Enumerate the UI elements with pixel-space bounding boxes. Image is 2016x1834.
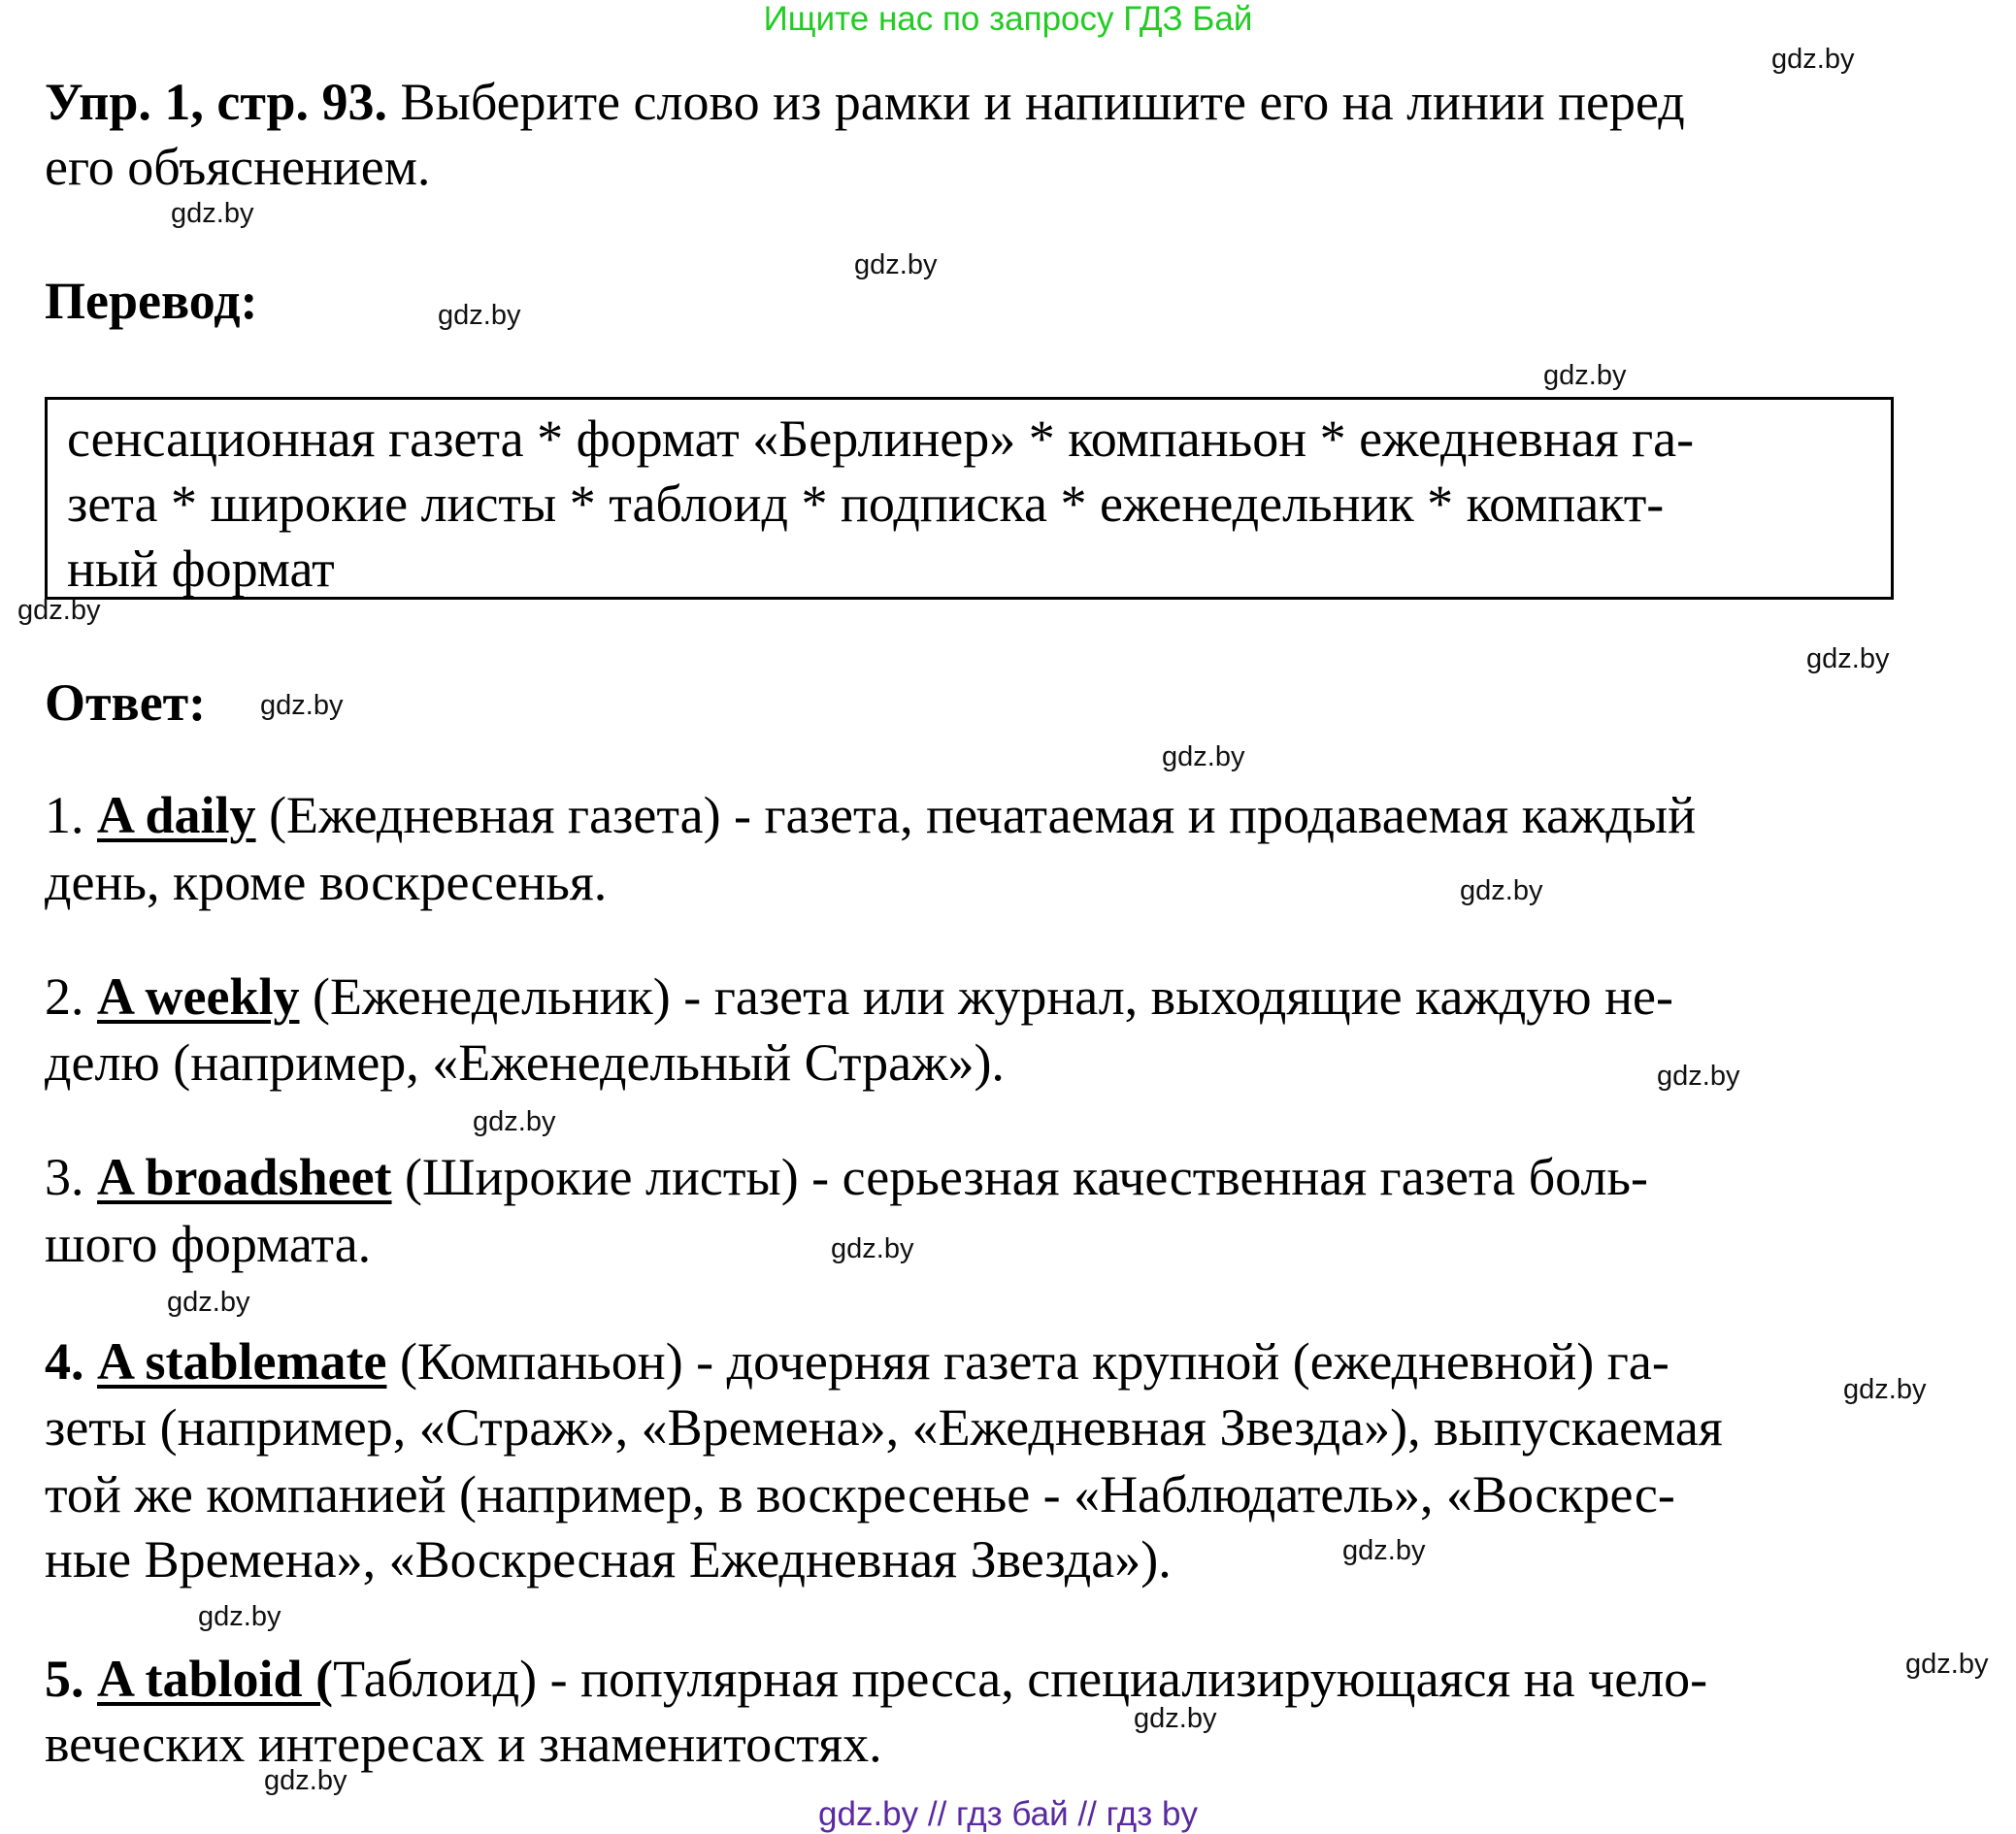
watermark: gdz.by xyxy=(17,595,101,626)
watermark: gdz.by xyxy=(1543,360,1627,391)
answer-2 xyxy=(45,965,1673,1030)
answer-4-cont: той же компанией (например, в воскресенье - «Наблюдатель», «Воскрес- xyxy=(45,1465,1675,1523)
answer-number: 3. xyxy=(45,1148,84,1206)
answer-text: (Еженедельник) - газета или журнал, выходящие каждую не- xyxy=(299,967,1673,1026)
answer-3-cont: шого формата. xyxy=(45,1215,372,1273)
answer-3 xyxy=(45,1145,1648,1210)
search-banner[interactable]: Ищите нас по запросу ГДЗ Бай xyxy=(763,0,1253,38)
answer-text: (Компаньон) - дочерняя газета крупной (ежедневной) га- xyxy=(386,1332,1669,1391)
watermark: gdz.by xyxy=(831,1233,914,1264)
footer-links[interactable]: gdz.by // гдз бай // гдз by xyxy=(818,1795,1198,1833)
task-line-1 xyxy=(45,70,1685,135)
watermark: gdz.by xyxy=(854,249,938,280)
answer-1-cont: день, кроме воскресенья. xyxy=(45,853,608,911)
watermark: gdz.by xyxy=(198,1601,281,1632)
watermark: gdz.by xyxy=(1771,44,1855,75)
watermark: gdz.by xyxy=(264,1765,347,1796)
answer-number: 4. xyxy=(45,1332,84,1391)
answer-term: A daily xyxy=(97,786,256,844)
answer-term: A stablemate xyxy=(97,1332,387,1391)
answer-5 xyxy=(45,1647,1707,1712)
answer-text: (Широкие листы) - серьезная качественная газета боль- xyxy=(391,1148,1649,1206)
answer-number: 5. xyxy=(45,1650,84,1708)
answer-text: (Ежедневная газета) - газета, печатаемая и продаваемая каждый xyxy=(255,786,1697,844)
watermark: gdz.by xyxy=(171,198,254,229)
answer-text: Таблоид) - популярная пресса, специализирующаяся на чело- xyxy=(333,1650,1708,1708)
word-box-line: зета * широкие листы * таблоид * подписка * еженедельник * компакт- xyxy=(67,475,1665,533)
word-box-line: ный формат xyxy=(67,540,335,598)
answer-2-cont: делю (например, «Еженедельный Страж»). xyxy=(45,1033,1005,1092)
task-ref: Упр. 1, стр. 93. xyxy=(45,73,388,131)
task-text: Выберите слово из рамки и напишите его на линии перед xyxy=(387,73,1685,131)
answer-5-cont: веческих интересах и знаменитостях. xyxy=(45,1715,882,1773)
watermark: gdz.by xyxy=(1806,643,1890,674)
answer-4 xyxy=(45,1329,1669,1394)
translation-heading: Перевод: xyxy=(45,272,258,330)
answer-1 xyxy=(45,783,1696,848)
word-box xyxy=(45,397,1894,600)
watermark: gdz.by xyxy=(1905,1649,1989,1680)
watermark: gdz.by xyxy=(1162,741,1245,772)
watermark: gdz.by xyxy=(438,300,521,331)
watermark: gdz.by xyxy=(473,1106,556,1137)
watermark: gdz.by xyxy=(167,1287,250,1318)
watermark: gdz.by xyxy=(1657,1061,1740,1092)
answer-term: A weekly xyxy=(97,967,300,1026)
answer-number: 2. xyxy=(45,967,84,1026)
watermark: gdz.by xyxy=(260,690,344,721)
watermark: gdz.by xyxy=(1134,1703,1217,1734)
word-box-line: сенсационная газета * формат «Берлинер» * компаньон * ежедневная га- xyxy=(67,409,1695,468)
answer-4-cont: зеты (например, «Страж», «Времена», «Ежедневная Звезда»), выпускаемая xyxy=(45,1398,1723,1457)
watermark: gdz.by xyxy=(1342,1535,1426,1566)
task-line-2: его объяснением. xyxy=(45,138,431,196)
answer-number: 1. xyxy=(45,786,84,844)
watermark: gdz.by xyxy=(1843,1374,1927,1405)
answer-term: A broadsheet xyxy=(97,1148,392,1206)
answer-4-cont: ные Времена», «Воскресная Ежедневная Звезда»). xyxy=(45,1530,1172,1588)
watermark: gdz.by xyxy=(1460,875,1543,906)
answer-term: A tabloid ( xyxy=(97,1650,334,1708)
answer-heading: Ответ: xyxy=(45,673,207,732)
